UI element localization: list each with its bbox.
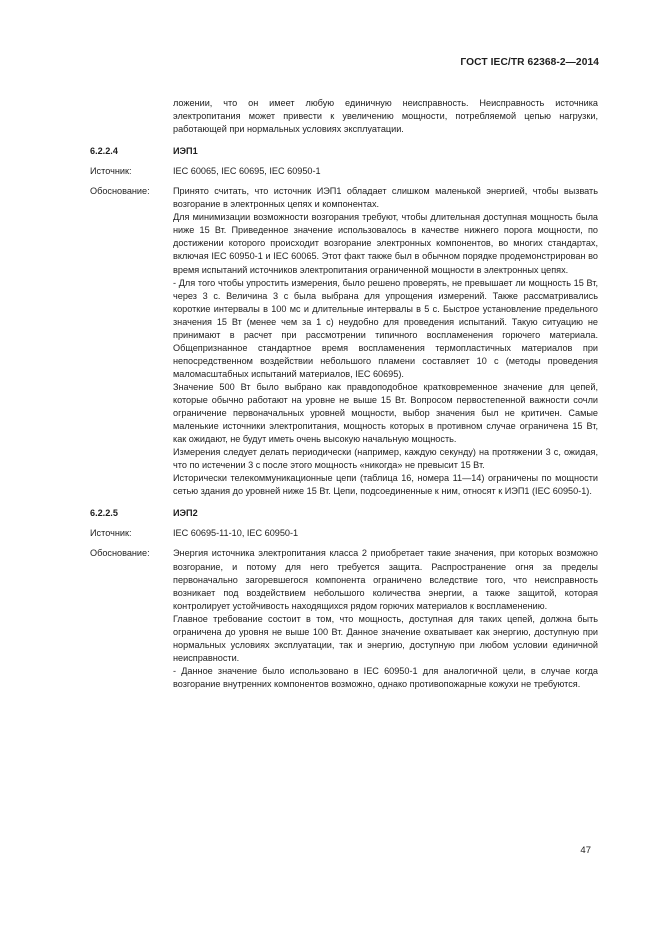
- source-label: Источник:: [90, 528, 132, 539]
- page-number: 47: [580, 845, 591, 856]
- rationale-body: [173, 185, 598, 498]
- rationale-paragraph: Измерения следует делать периодически (например, каждую секунду) на протяжении 3 с, ожидая, что по истечении 3 с после этого мощность «никогда» не превысит 15 Вт.: [173, 447, 598, 471]
- source-value: IEC 60065, IEC 60695, IEC 60950-1: [173, 166, 321, 177]
- section-6-2-2-5: [90, 507, 598, 691]
- rationale-paragraph: Значение 500 Вт было выбрано как правдоподобное кратковременное значение для цепей, которые обычно работают на уровне не выше 15 Вт. Вопросом первостепенной важности сочли ограничение первоначальных уровней мощности, выбор значения был не критичен. Самые маленькие источники электропитания, мощность которых в противном случае ограничена 15 Вт, как ожидают, не будут иметь очень высокую начальную мощность.: [173, 381, 598, 445]
- intro-paragraph: ложении, что он имеет любую единичную неисправность. Неисправность источника электропитания может привести к увеличению мощности, потребляемой цепью нагрузки, работающей при нормальных условиях эксплуатации.: [173, 98, 598, 135]
- section-6-2-2-4: [90, 145, 598, 498]
- rationale-paragraph: Энергия источника электропитания класса 2 приобретает такие значения, при которых возможно возгорание, и потому для него требуется защита. Распространение огня за пределы первоначально загоревшегося компонента ограничено вследствие того, что неисправность возникает под воздействием небольшого количества энергии, а также защитой, которая контролирует устойчивость находящихся рядом горючих материалов к воспламенению.: [173, 548, 598, 611]
- document-header: ГОСТ IEC/TR 62368-2—2014: [460, 57, 599, 68]
- source-label: Источник:: [90, 166, 132, 177]
- section-number: 6.2.2.5: [90, 508, 118, 519]
- section-number: 6.2.2.4: [90, 146, 118, 157]
- rationale-paragraph: - Для того чтобы упростить измерения, было решено проверять, не превышает ли мощность 15 Вт, через 3 с. Величина 3 с была выбрана для упрощения измерений. Также рассматривались короткие интервалы в 100 мс и длительные интервалы в 5 с. Быстрое установление предельного значения 15 Вт (менее чем за 1 с) неудобно для проведения испытаний. Такую ситуацию не принимают в расчет при рассмотрении типичного воспламенения горючего материала. Общепризнанное стандартное время воспламенения термопластичных материалов при непосредственном воздействии небольшого пламени составляет 10 с (методы проведения маломасштабных испытаний материалов, IEC 60695).: [173, 277, 598, 379]
- source-value: IEC 60695-11-10, IEC 60950-1: [173, 528, 299, 539]
- rationale-paragraph: Исторически телекоммуникационные цепи (таблица 16, номера 11—14) ограничены по мощности сетью здания до уровней ниже 15 Вт. Цепи, подсоединенные к ним, относят к ИЭП1 (IEC 60950-1).: [173, 473, 598, 497]
- rationale-paragraph: - Данное значение было использовано в IEC 60950-1 для аналогичной цели, в случае когда возгорание внутренних компонентов возможно, однако противопожарные кожухи не требуются.: [173, 665, 598, 689]
- rationale-paragraph: Главное требование состоит в том, что мощность, доступная для таких цепей, должна быть ограничена до уровня не выше 100 Вт. Данное значение охватывает как энергию, доступную при нормальных условиях эксплуатации, так и энергию, доступную при любом условии единичной неисправности.: [173, 613, 598, 663]
- rationale-paragraph: Принято считать, что источник ИЭП1 обладает слишком маленькой энергией, чтобы вызвать возгорание в электронных цепях и компонентах.: [173, 186, 598, 210]
- rationale-label: Обоснование:: [90, 186, 150, 197]
- rationale-paragraph: Для минимизации возможности возгорания требуют, чтобы длительная доступная мощность была ниже 15 Вт. Приведенное значение использовалось в качестве нижнего порога мощности, по достижении которого происходит возгорание электронных компонентов, во многих стандартах, включая IEC 60950-1 и IEC 60065. Этот факт также был в обычном порядке продемонстрирован во время испытаний источников электропитания ограниченной мощности в электронных цепях.: [173, 212, 598, 275]
- section-title: ИЭП2: [173, 508, 198, 519]
- page-body: [90, 97, 598, 691]
- section-title: ИЭП1: [173, 146, 198, 157]
- rationale-body: [173, 547, 598, 691]
- rationale-label: Обоснование:: [90, 548, 150, 559]
